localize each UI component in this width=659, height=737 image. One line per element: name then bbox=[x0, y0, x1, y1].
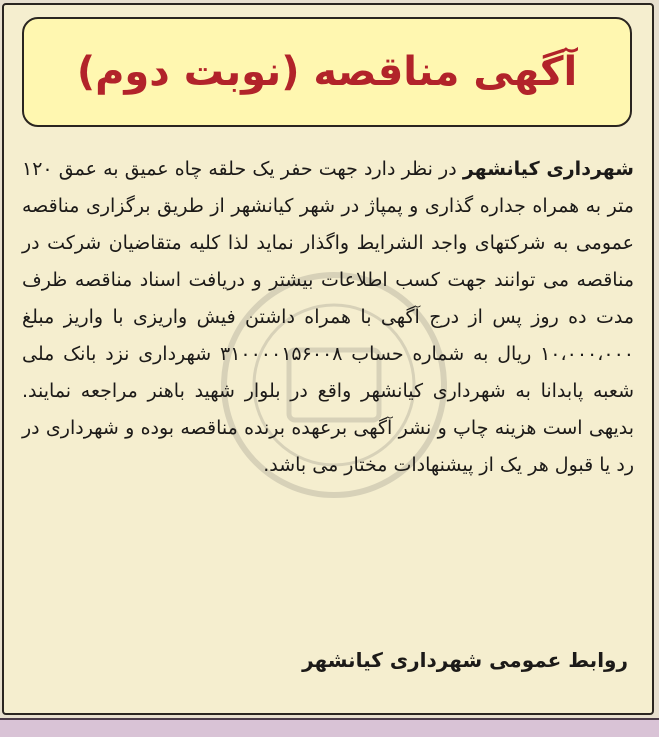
notice-signature: روابط عمومی شهرداری کیانشهر bbox=[302, 648, 628, 672]
title-banner bbox=[22, 17, 632, 127]
notice-body bbox=[22, 151, 634, 484]
newspaper-clipping bbox=[2, 3, 654, 715]
next-clipping-edge bbox=[0, 718, 659, 737]
notice-lead: شهرداری کیانشهر bbox=[462, 158, 634, 180]
notice-title: آگهی مناقصه (نوبت دوم) bbox=[76, 49, 578, 95]
notice-body-text: در نظر دارد جهت حفر یک حلقه چاه عمیق به عمق ۱۲۰ متر به همراه جداره گذاری و پمپاژ در شهر کیانشهر از طریق برگزاری مناقصه عمومی به شرکتهای واجد الشرایط واگذار نماید لذا کلیه متقاضیان شرکت در مناقصه می توانند جهت کسب اطلاعات بیشتر و دریافت اسناد مناقصه ظرف مدت ده روز پس از درج آگهی با همراه داشتن فیش واریزی با واریز مبلغ ۱۰،۰۰۰،۰۰۰ ریال به شماره حساب ۳۱۰۰۰۰۱۵۶۰۰۸ شهرداری نزد بانک ملی شعبه پابدانا به شهرداری کیانشهر واقع در بلوار شهید باهنر مراجعه نمایند. بدیهی است هزینه چاپ و نشر آگهی برعهده برنده مناقصه بوده و شهرداری در رد یا قبول هر یک از پیشنهادات مختار می باشد. bbox=[22, 158, 634, 476]
